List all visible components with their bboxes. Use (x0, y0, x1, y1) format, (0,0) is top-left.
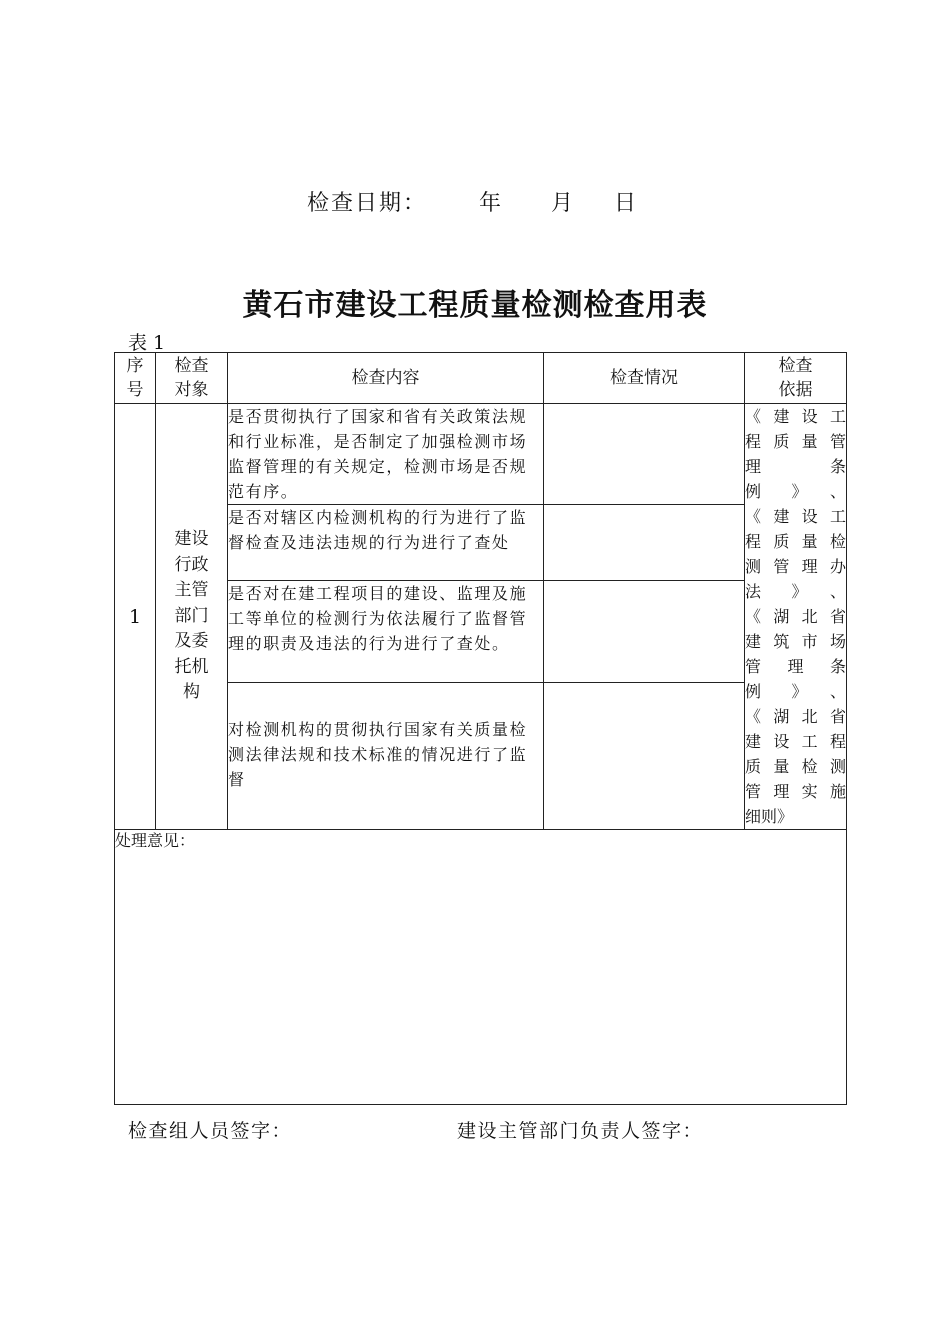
inspectors-signature-label: 检查组人员签字： (128, 1120, 293, 1142)
date-month-label: 月 (551, 191, 574, 216)
date-day-label: 日 (614, 191, 637, 216)
remarks-row (115, 830, 847, 1105)
page-title: 黄石市建设工程质量检测检查用表 (242, 288, 708, 323)
date-year-label: 年 (479, 191, 502, 216)
inspection-item: 对检测机构的贯彻执行国家有关质量检测法律法规和技术标准的情况进行了监督 (228, 682, 544, 829)
header-seq: 序 号 (115, 353, 156, 404)
row-seq-number: 1 (115, 404, 156, 830)
inspection-basis: 《建设工 程质量管 理 条 例 》 、 《建设工 程质量检 测管理办 法 》 、 《湖北省 建筑市场 管 理 条 例 》 、 《湖北省 建设工程 质量检测 管理实施 细则》 (745, 404, 847, 830)
remarks-label: 处理意见： (115, 831, 196, 850)
date-label: 检查日期： (307, 191, 428, 216)
inspection-item: 是否贯彻执行了国家和省有关政策法规和行业标准，是否制定了加强检测市场监督管理的有关规定，检测市场是否规范有序。 (228, 404, 544, 505)
header-basis: 检查 依据 (745, 353, 847, 404)
inspection-date-line (0, 186, 950, 220)
header-row (115, 353, 847, 404)
inspection-status-cell[interactable] (544, 404, 745, 505)
remarks-cell[interactable] (115, 830, 847, 1105)
row-inspection-object: 建设 行政 主管 部门 及委 托机 构 (156, 404, 228, 830)
header-object: 检查 对象 (156, 353, 228, 404)
table-row (115, 404, 847, 505)
table-number: 表 1 (128, 332, 166, 354)
header-status: 检查情况 (544, 353, 745, 404)
inspection-item: 是否对辖区内检测机构的行为进行了监督检查及违法违规的行为进行了查处 (228, 505, 544, 581)
inspection-item: 是否对在建工程项目的建设、监理及施工等单位的检测行为依法履行了监督管理的职责及违法的行为进行了查处。 (228, 581, 544, 682)
inspection-table (114, 352, 847, 1105)
inspection-status-cell[interactable] (544, 682, 745, 829)
inspection-status-cell[interactable] (544, 505, 745, 581)
department-head-signature-label: 建设主管部门负责人签字： (457, 1120, 704, 1142)
header-content: 检查内容 (228, 353, 544, 404)
inspection-status-cell[interactable] (544, 581, 745, 682)
